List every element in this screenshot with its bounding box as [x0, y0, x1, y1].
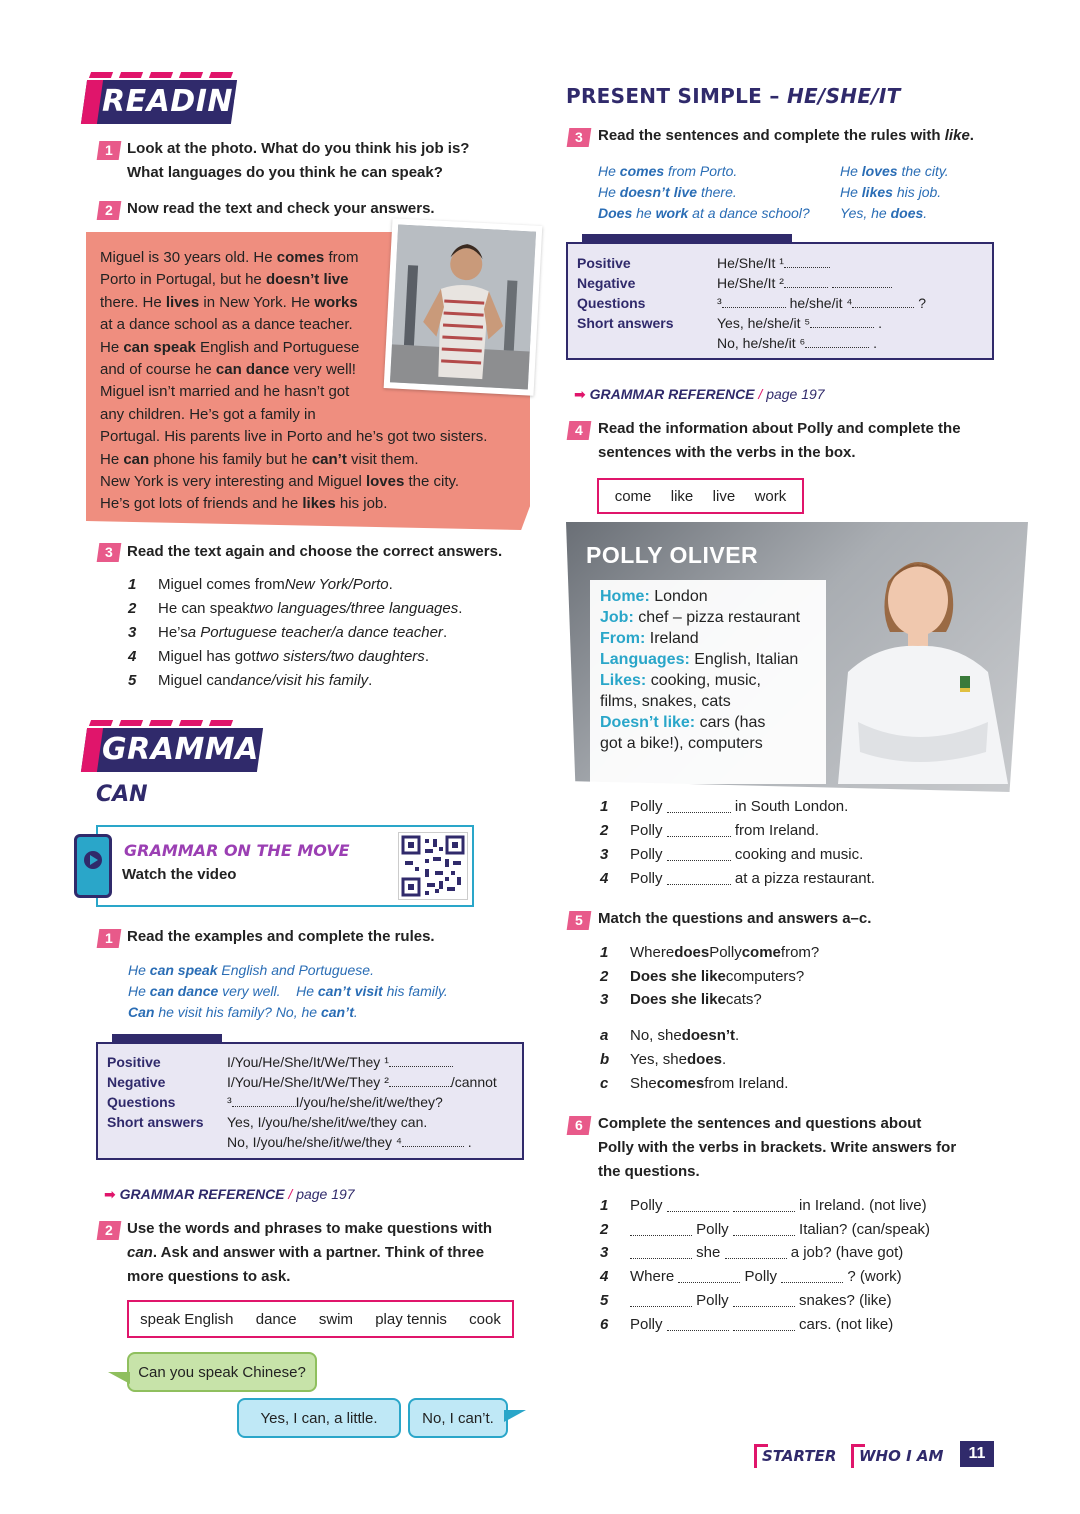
polly-info-card: Home: London Job: chef – pizza restaurant From: Ireland Languages: English, Italian Likes: cooking, music, films, snakes, cats Doesn’t like: cars (has got a bike!), computers	[590, 580, 826, 784]
instruction: Read the information about Polly and complete the sentences with the verbs in the box.	[598, 420, 961, 461]
page-number: 11	[960, 1441, 994, 1467]
verb-box	[597, 478, 804, 514]
instruction: Use the words and phrases to make questions with can. Ask and answer with a partner. Think of three more questions to ask.	[127, 1220, 493, 1285]
on-the-move-title: GRAMMAR ON THE MOVE	[124, 841, 350, 860]
exercise-number: 5	[567, 911, 592, 930]
list-item: a No, she doesn’t .	[600, 1027, 740, 1044]
exercise-number: 4	[567, 421, 592, 440]
reading-title: READING	[102, 84, 259, 119]
list-item: 3 she a job? (have got)	[600, 1244, 904, 1261]
exercise-number: 3	[567, 128, 592, 147]
word-item: come	[614, 487, 652, 505]
example-line: He likes his job.	[840, 184, 942, 200]
list-item: 5 Polly snakes? (like)	[600, 1292, 892, 1309]
arrow-right-icon: ➡	[574, 386, 586, 402]
table-tab	[582, 234, 792, 242]
instruction: Read the text again and choose the correct answers.	[127, 543, 503, 560]
list-item: 4 Miguel has got two sisters/two daughters .	[128, 648, 429, 665]
list-item: 3 He’s a Portuguese teacher/a dance teacher .	[128, 624, 448, 641]
list-item: 2 Does she like computers?	[600, 968, 805, 985]
example-line: He comes from Porto.	[598, 163, 738, 179]
exercise-number: 2	[97, 1221, 122, 1240]
bubble-tail	[504, 1410, 526, 1422]
word-item: cook	[469, 1310, 501, 1328]
footer-marker	[851, 1444, 854, 1468]
list-item: 1 Miguel comes from New York/Porto .	[128, 576, 393, 593]
list-item: 2 Polly from Ireland.	[600, 822, 820, 839]
instruction: Look at the photo. What do you think his job is? What languages do you think he can speak?	[127, 140, 470, 181]
present-simple-title: PRESENT SIMPLE – HE/SHE/IT	[566, 84, 901, 108]
speech-bubble-answer-no: No, I can’t.	[408, 1398, 508, 1438]
footer-starter: STARTER	[762, 1447, 837, 1465]
polly-name: POLLY OLIVER	[586, 542, 759, 568]
exercise-number: 3	[97, 543, 122, 562]
instruction: Match the questions and answers a–c.	[598, 910, 872, 927]
list-item: 5 Miguel can dance/visit his family .	[128, 672, 373, 689]
grammar-title: GRAMMAR	[102, 732, 283, 767]
bubble-tail	[108, 1372, 130, 1384]
rules-table-can-content: Positive I/You/He/She/It/We/They ¹ Negative I/You/He/She/It/We/They ² /cannot Questions ³ I/you/he/she/it/we/they? Short answers Yes, I/you/he/she/it/we/they can. No, I/you/he/she/it/we/they ⁴ .	[107, 1054, 497, 1150]
exercise-number: 2	[97, 201, 122, 220]
example-line: He can dance very well. He can’t visit his family.	[128, 983, 448, 999]
example-line: Does he work at a dance school?	[598, 205, 810, 221]
exercise-number: 6	[567, 1116, 592, 1135]
example-line: Can he visit his family? No, he can’t.	[128, 1004, 358, 1020]
grammar-reference-link[interactable]: ➡ GRAMMAR REFERENCE / page 197	[574, 386, 825, 402]
arrow-right-icon: ➡	[104, 1186, 116, 1202]
list-item: 2 He can speak two languages/three languages .	[128, 600, 463, 617]
word-item: dance	[255, 1310, 297, 1328]
instruction: Read the examples and complete the rules.	[127, 928, 435, 945]
grammar-reference-link[interactable]: ➡ GRAMMAR REFERENCE / page 197	[104, 1186, 355, 1202]
rules-table-present-content: Positive He/She/It ¹ Negative He/She/It ² Questions ³ he/she/it ⁴ ? Short answers Yes, he/she/it ⁵ . No, he/she/it ⁶ .	[577, 255, 927, 351]
list-item: 1 Polly in South London.	[600, 798, 849, 815]
grammar-banner	[84, 728, 283, 772]
list-item: 1 Where does Polly come from?	[600, 944, 820, 961]
example-line: He can speak English and Portuguese.	[128, 962, 374, 978]
word-item: live	[712, 487, 736, 505]
list-item: 4 Where Polly ? (work)	[600, 1268, 902, 1285]
instruction: Now read the text and check your answers.	[127, 200, 435, 217]
list-item: c She comes from Ireland.	[600, 1075, 789, 1092]
list-item: 3 Polly cooking and music.	[600, 846, 864, 863]
example-line: Yes, he does.	[840, 205, 928, 221]
speech-bubble-answer-yes: Yes, I can, a little.	[237, 1398, 401, 1438]
word-item: like	[670, 487, 694, 505]
list-item: 6 Polly cars. (not like)	[600, 1316, 894, 1333]
speech-bubble-question: Can you speak Chinese?	[127, 1352, 317, 1392]
on-the-move-subtitle: Watch the video	[122, 866, 237, 883]
polly-profile	[566, 522, 1028, 792]
instruction: Complete the sentences and questions about Polly with the verbs in brackets. Write answers for the questions.	[598, 1115, 957, 1180]
instruction: Read the sentences and complete the rules with like.	[598, 127, 974, 144]
grammar-subtitle: CAN	[96, 782, 148, 807]
list-item: b Yes, she does .	[600, 1051, 727, 1068]
word-item: speak English	[140, 1310, 234, 1328]
reading-text: Miguel is 30 years old. He comes from Porto in Portugal, but he doesn’t live there. He lives in New York. He works at a dance school as a dance teacher. He can speak English and Portuguese and of course he can dance very well! Miguel isn’t married and he hasn’t got any children. He’s got a family in Portugal. His parents live in Porto and he’s got two sisters. He can phone his family but he can’t visit them. New York is very interesting and Miguel loves the city. He’s got lots of friends and he likes his job.	[100, 249, 488, 513]
word-item: play tennis	[375, 1310, 447, 1328]
list-item: 2 Polly Italian? (can/speak)	[600, 1221, 930, 1238]
exercise-number: 1	[97, 929, 122, 948]
word-box	[127, 1300, 514, 1338]
photo-polly	[818, 522, 1018, 784]
word-item: work	[754, 487, 787, 505]
list-item: 1 Polly in Ireland. (not live)	[600, 1197, 927, 1214]
example-line: He loves the city.	[840, 163, 949, 179]
footer-marker	[754, 1444, 757, 1468]
phone-icon	[74, 834, 112, 898]
example-line: He doesn’t live there.	[598, 184, 737, 200]
list-item: 3 Does she like cats?	[600, 991, 762, 1008]
exercise-number: 1	[97, 141, 122, 160]
table-tab	[112, 1034, 222, 1042]
qr-code[interactable]	[398, 832, 468, 900]
reading-banner	[84, 80, 259, 124]
list-item: 4 Polly at a pizza restaurant.	[600, 870, 875, 887]
footer-unit: WHO I AM	[859, 1447, 944, 1465]
word-item: swim	[318, 1310, 353, 1328]
